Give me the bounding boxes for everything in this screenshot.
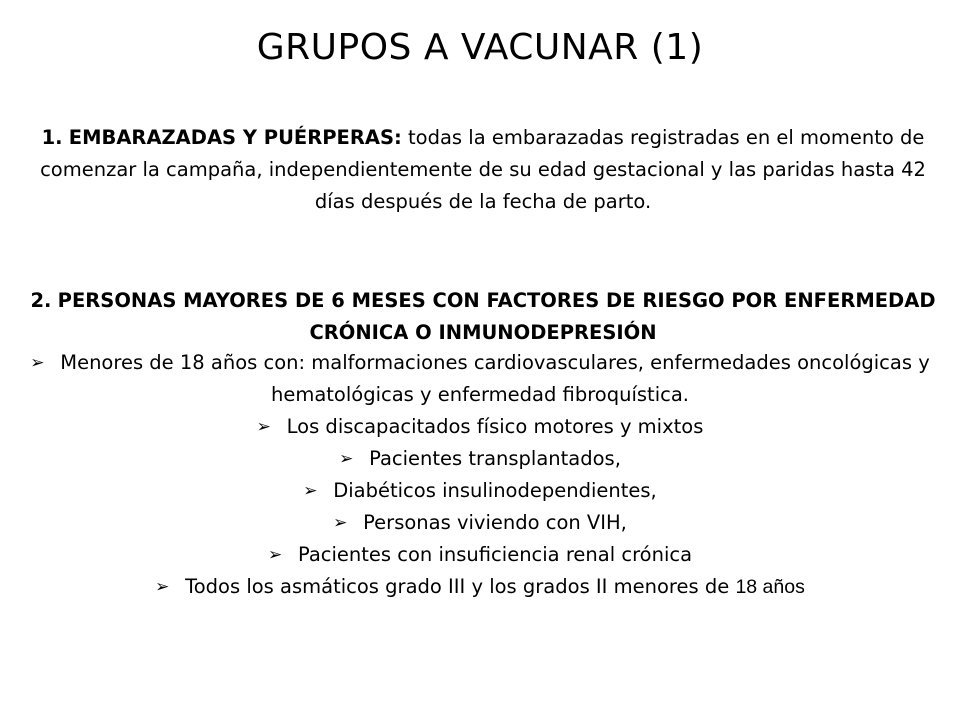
bullet-item bbox=[20, 539, 940, 571]
list-item-embarazadas bbox=[30, 122, 936, 218]
bullet-text: Pacientes con insuficiencia renal crónica bbox=[297, 543, 693, 566]
item-heading: EMBARAZADAS Y PUÉRPERAS: bbox=[68, 126, 402, 149]
item-heading: PERSONAS MAYORES DE 6 MESES CON FACTORES DE RIESGO POR ENFERMEDAD CRÓNICA O INMUNODEPRESIÓN bbox=[57, 289, 936, 344]
bullet-text: Menores de 18 años con: malformaciones cardiovasculares, enfermedades oncológicas y hematológicas y enfermedad fibroquística. bbox=[60, 351, 930, 406]
bullet-item bbox=[20, 347, 940, 411]
slide-title: GRUPOS A VACUNAR (1) bbox=[256, 27, 704, 68]
bullet-text: Pacientes transplantados, bbox=[369, 447, 621, 470]
bullet-text: Diabéticos insulinodependientes, bbox=[333, 479, 657, 502]
bullet-item bbox=[20, 443, 940, 475]
arrow-bullet-icon: ➢ bbox=[303, 481, 318, 501]
bullet-text: Los discapacitados físico motores y mixtos bbox=[286, 415, 704, 438]
arrow-bullet-icon: ➢ bbox=[267, 545, 283, 565]
arrow-bullet-icon: ➢ bbox=[256, 417, 271, 437]
bullet-item bbox=[20, 571, 940, 603]
bullet-text: Personas viviendo con VIH, bbox=[363, 511, 627, 534]
bullet-item bbox=[20, 507, 940, 539]
arrow-bullet-icon: ➢ bbox=[333, 513, 348, 533]
list-item-personas-mayores bbox=[30, 285, 936, 349]
bullet-text-tail: 18 años bbox=[735, 576, 805, 598]
item-number: 1. bbox=[41, 126, 63, 149]
bullet-item bbox=[20, 411, 940, 443]
bullet-list bbox=[20, 347, 940, 603]
arrow-bullet-icon: ➢ bbox=[30, 353, 45, 373]
item-text: todas la embarazadas registradas en el momento de comenzar la campaña, independientemente de su edad gestacional y las paridas hasta 42 días después de la fecha de parto. bbox=[40, 126, 926, 213]
item-number: 2. bbox=[30, 289, 52, 312]
arrow-bullet-icon: ➢ bbox=[339, 449, 354, 469]
arrow-bullet-icon: ➢ bbox=[155, 577, 170, 597]
bullet-text: Todos los asmáticos grado III y los grados II menores de bbox=[185, 575, 736, 598]
bullet-item bbox=[20, 475, 940, 507]
